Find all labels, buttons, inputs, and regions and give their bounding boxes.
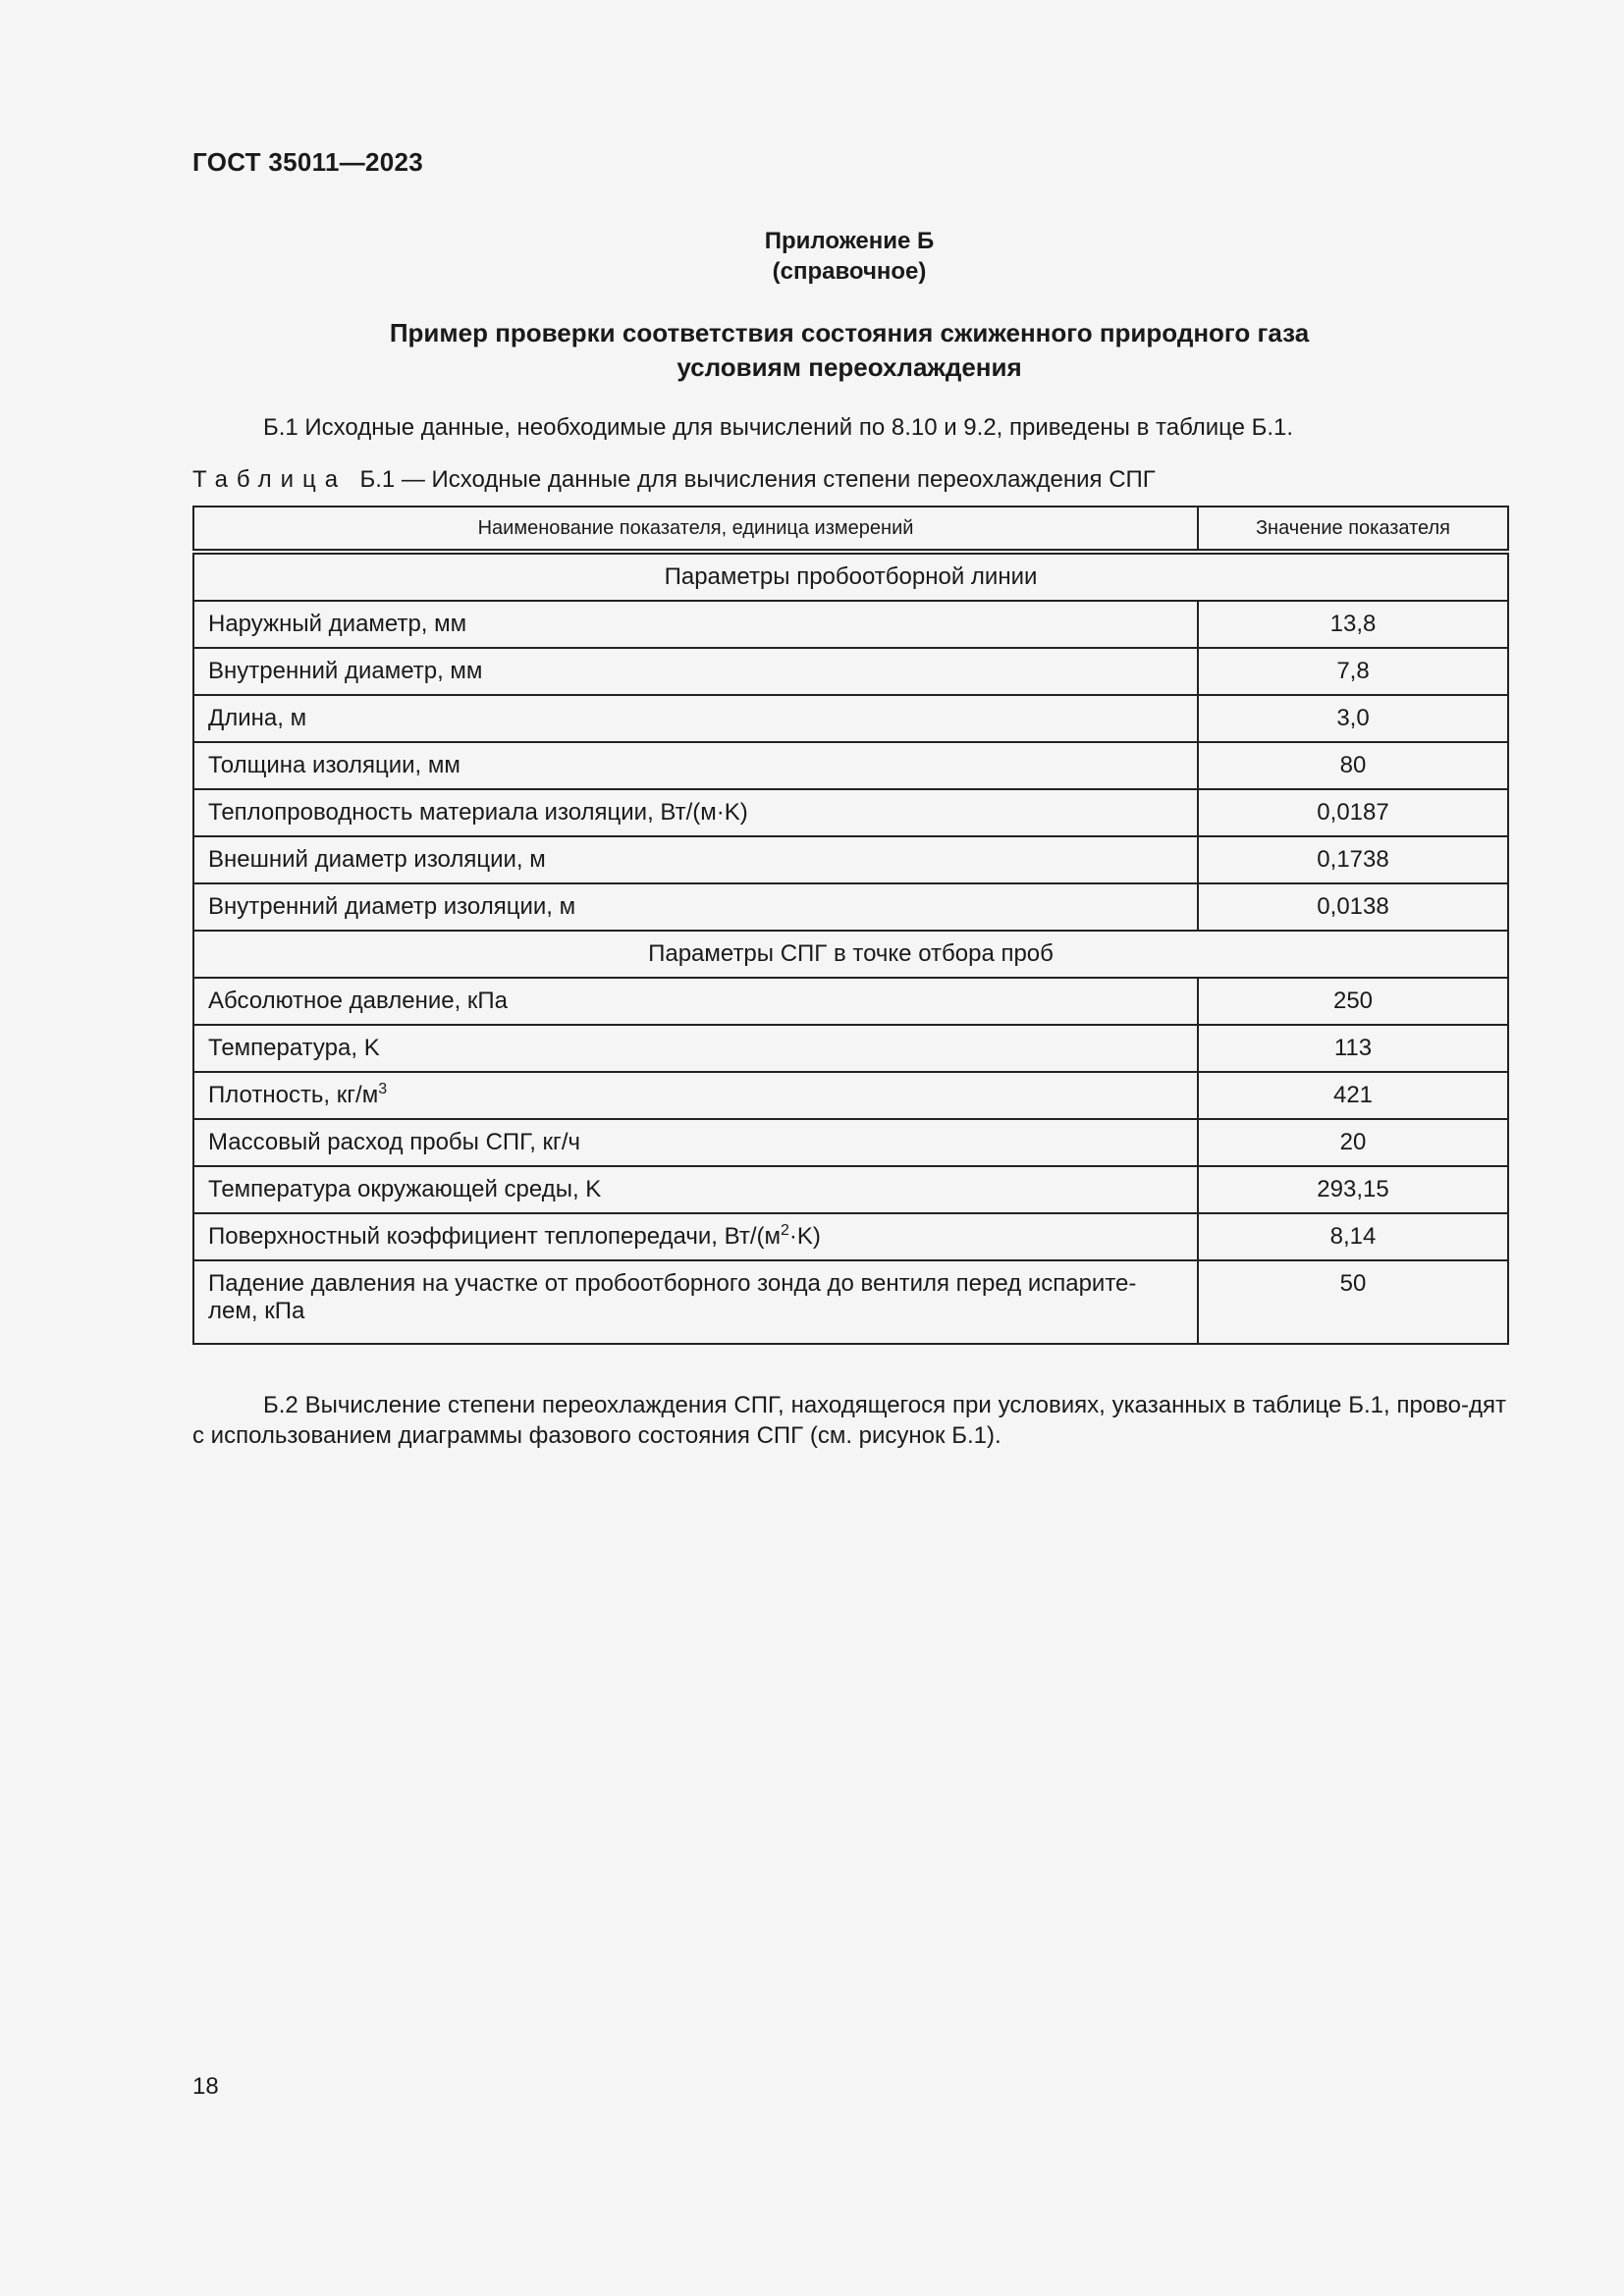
row-value: 3,0 xyxy=(1198,695,1508,742)
row-name xyxy=(193,1072,1198,1119)
row-name: Абсолютное давление, кПа xyxy=(193,978,1198,1025)
row-value: 250 xyxy=(1198,978,1508,1025)
row-value: 13,8 xyxy=(1198,601,1508,648)
table-row xyxy=(193,1260,1508,1344)
document-code: ГОСТ 35011—2023 xyxy=(192,147,424,177)
table-caption xyxy=(192,464,1156,495)
row-value: 0,1738 xyxy=(1198,836,1508,883)
row-name: Температура, K xyxy=(193,1025,1198,1072)
table-row xyxy=(193,836,1508,883)
row-value: 50 xyxy=(1198,1260,1508,1344)
row-value: 8,14 xyxy=(1198,1213,1508,1260)
table-caption-prefix: Таблица xyxy=(192,466,348,493)
row-value: 0,0187 xyxy=(1198,789,1508,836)
table-row xyxy=(193,1213,1508,1260)
table-row xyxy=(193,1072,1508,1119)
title-line-2: условиям переохлаждения xyxy=(677,352,1022,382)
row-value: 80 xyxy=(1198,742,1508,789)
table-row xyxy=(193,695,1508,742)
row-name: Внутренний диаметр, мм xyxy=(193,648,1198,695)
table-row xyxy=(193,601,1508,648)
row-value: 20 xyxy=(1198,1119,1508,1166)
row-name: Внешний диаметр изоляции, м xyxy=(193,836,1198,883)
table-row xyxy=(193,1119,1508,1166)
column-header-name: Наименование показателя, единица измерений xyxy=(193,507,1198,552)
row-name-text: Плотность, кг/м xyxy=(208,1082,379,1108)
section-row xyxy=(193,931,1508,978)
data-table xyxy=(192,506,1509,1345)
table-row xyxy=(193,648,1508,695)
superscript: 3 xyxy=(378,1081,388,1097)
appendix-title xyxy=(192,316,1506,385)
superscript: 2 xyxy=(780,1222,789,1239)
row-name: Внутренний диаметр изоляции, м xyxy=(193,883,1198,931)
appendix-kind: (справочное) xyxy=(772,258,927,285)
table-caption-text: Б.1 — Исходные данные для вычисления степени переохлаждения СПГ xyxy=(359,466,1156,493)
table-row xyxy=(193,978,1508,1025)
appendix-label: Приложение Б xyxy=(764,228,935,254)
row-name xyxy=(193,1213,1198,1260)
row-name: Теплопроводность материала изоляции, Вт/(м·K) xyxy=(193,789,1198,836)
section-title: Параметры СПГ в точке отбора проб xyxy=(193,931,1508,978)
row-name: Температура окружающей среды, K xyxy=(193,1166,1198,1213)
section-row xyxy=(193,552,1508,601)
section-title: Параметры пробоотборной линии xyxy=(193,552,1508,601)
row-name-text: Поверхностный коэффициент теплопередачи, Вт/(м xyxy=(208,1223,781,1250)
title-line-1: Пример проверки соответствия состояния сжиженного природного газа xyxy=(389,318,1310,347)
row-value: 0,0138 xyxy=(1198,883,1508,931)
row-name: Длина, м xyxy=(193,695,1198,742)
row-name: Падение давления на участке от пробоотборного зонда до вентиля перед испарите-лем, кПа xyxy=(193,1260,1198,1344)
table-row xyxy=(193,742,1508,789)
row-value: 421 xyxy=(1198,1072,1508,1119)
page-number: 18 xyxy=(192,2073,219,2100)
row-name: Толщина изоляции, мм xyxy=(193,742,1198,789)
paragraph-b2: Б.2 Вычисление степени переохлаждения СПГ, находящегося при условиях, указанных в таблице Б.1, прово-дят с использованием диаграммы фазового состояния СПГ (см. рисунок Б.1). xyxy=(192,1392,1506,1449)
table-row xyxy=(193,883,1508,931)
column-header-value: Значение показателя xyxy=(1198,507,1508,552)
row-value: 113 xyxy=(1198,1025,1508,1072)
row-name: Наружный диаметр, мм xyxy=(193,601,1198,648)
appendix-heading xyxy=(192,226,1506,287)
row-value: 7,8 xyxy=(1198,648,1508,695)
table-row xyxy=(193,1025,1508,1072)
table-row xyxy=(193,789,1508,836)
table-header-row xyxy=(193,507,1508,552)
paragraph-b1: Б.1 Исходные данные, необходимые для вычислений по 8.10 и 9.2, приведены в таблице Б.1. xyxy=(263,414,1294,441)
row-name: Массовый расход пробы СПГ, кг/ч xyxy=(193,1119,1198,1166)
row-value: 293,15 xyxy=(1198,1166,1508,1213)
table-row xyxy=(193,1166,1508,1213)
row-name-tail: ·K) xyxy=(788,1223,821,1250)
